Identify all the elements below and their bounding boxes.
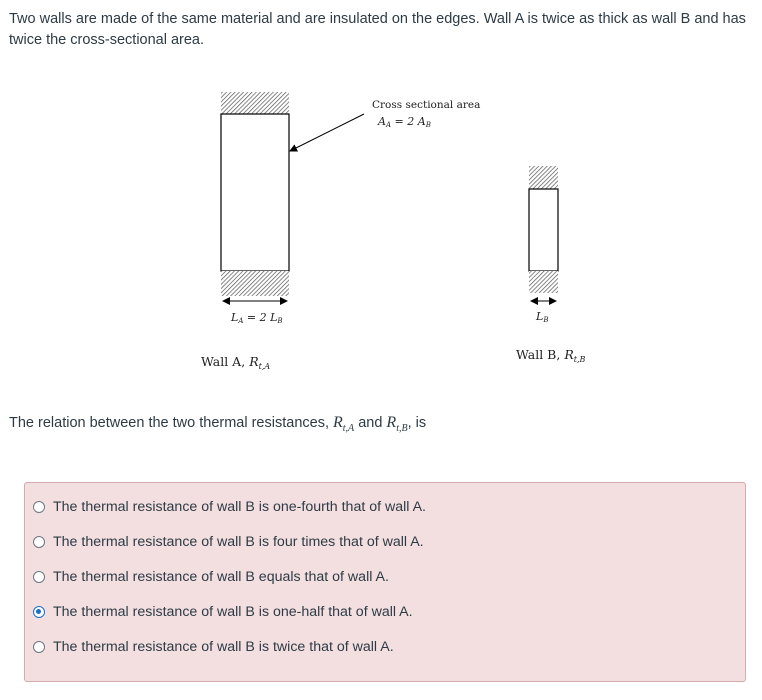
relation-question: The relation between the two thermal resistances, $R_{t,A}$ and $R_{t,B}$, is [9,414,427,435]
radio-button[interactable] [33,536,45,548]
answer-option-1[interactable] [33,496,426,518]
wall-b-caption: Wall B, $R_{t,B}$ [516,347,586,364]
wall-a-caption: Wall A, $R_{t,A}$ [201,354,271,371]
radio-button[interactable] [33,571,45,583]
radio-button[interactable] [33,641,45,653]
answer-label: The thermal resistance of wall B is one-fourth that of wall A. [53,499,426,515]
answer-option-2[interactable] [33,531,424,553]
question-intro: Two walls are made of the same material and are insulated on the edges. Wall A is twice as thick as wall B and has twice the cross-sectional area. [9,11,746,48]
radio-button[interactable] [33,606,45,618]
answer-options [24,482,746,682]
wall-b-insulation-top [529,166,558,189]
wall-b-insulation-bottom [529,271,558,293]
answer-label: The thermal resistance of wall B is one-half that of wall A. [53,604,413,620]
wall-a-body [221,114,289,271]
cross-section-pointer [290,114,364,151]
radio-button[interactable] [33,501,45,513]
thickness-relation: LA = 2 LB [231,311,283,325]
answer-option-5[interactable] [33,636,394,658]
area-relation: AA = 2 AB [378,115,431,129]
answer-label: The thermal resistance of wall B is twice that of wall A. [53,639,394,655]
wall-b-body [529,189,558,271]
cross-section-title: Cross sectional area [372,99,481,111]
answer-label: The thermal resistance of wall B equals that of wall A. [53,569,389,585]
answer-option-3[interactable] [33,566,389,588]
answer-option-4[interactable] [33,601,413,623]
wall-a-insulation-top [221,92,289,114]
answer-label: The thermal resistance of wall B is four times that of wall A. [53,534,424,550]
wall-a-insulation-bottom [221,271,289,296]
wall-b-thickness: LB [536,310,549,324]
